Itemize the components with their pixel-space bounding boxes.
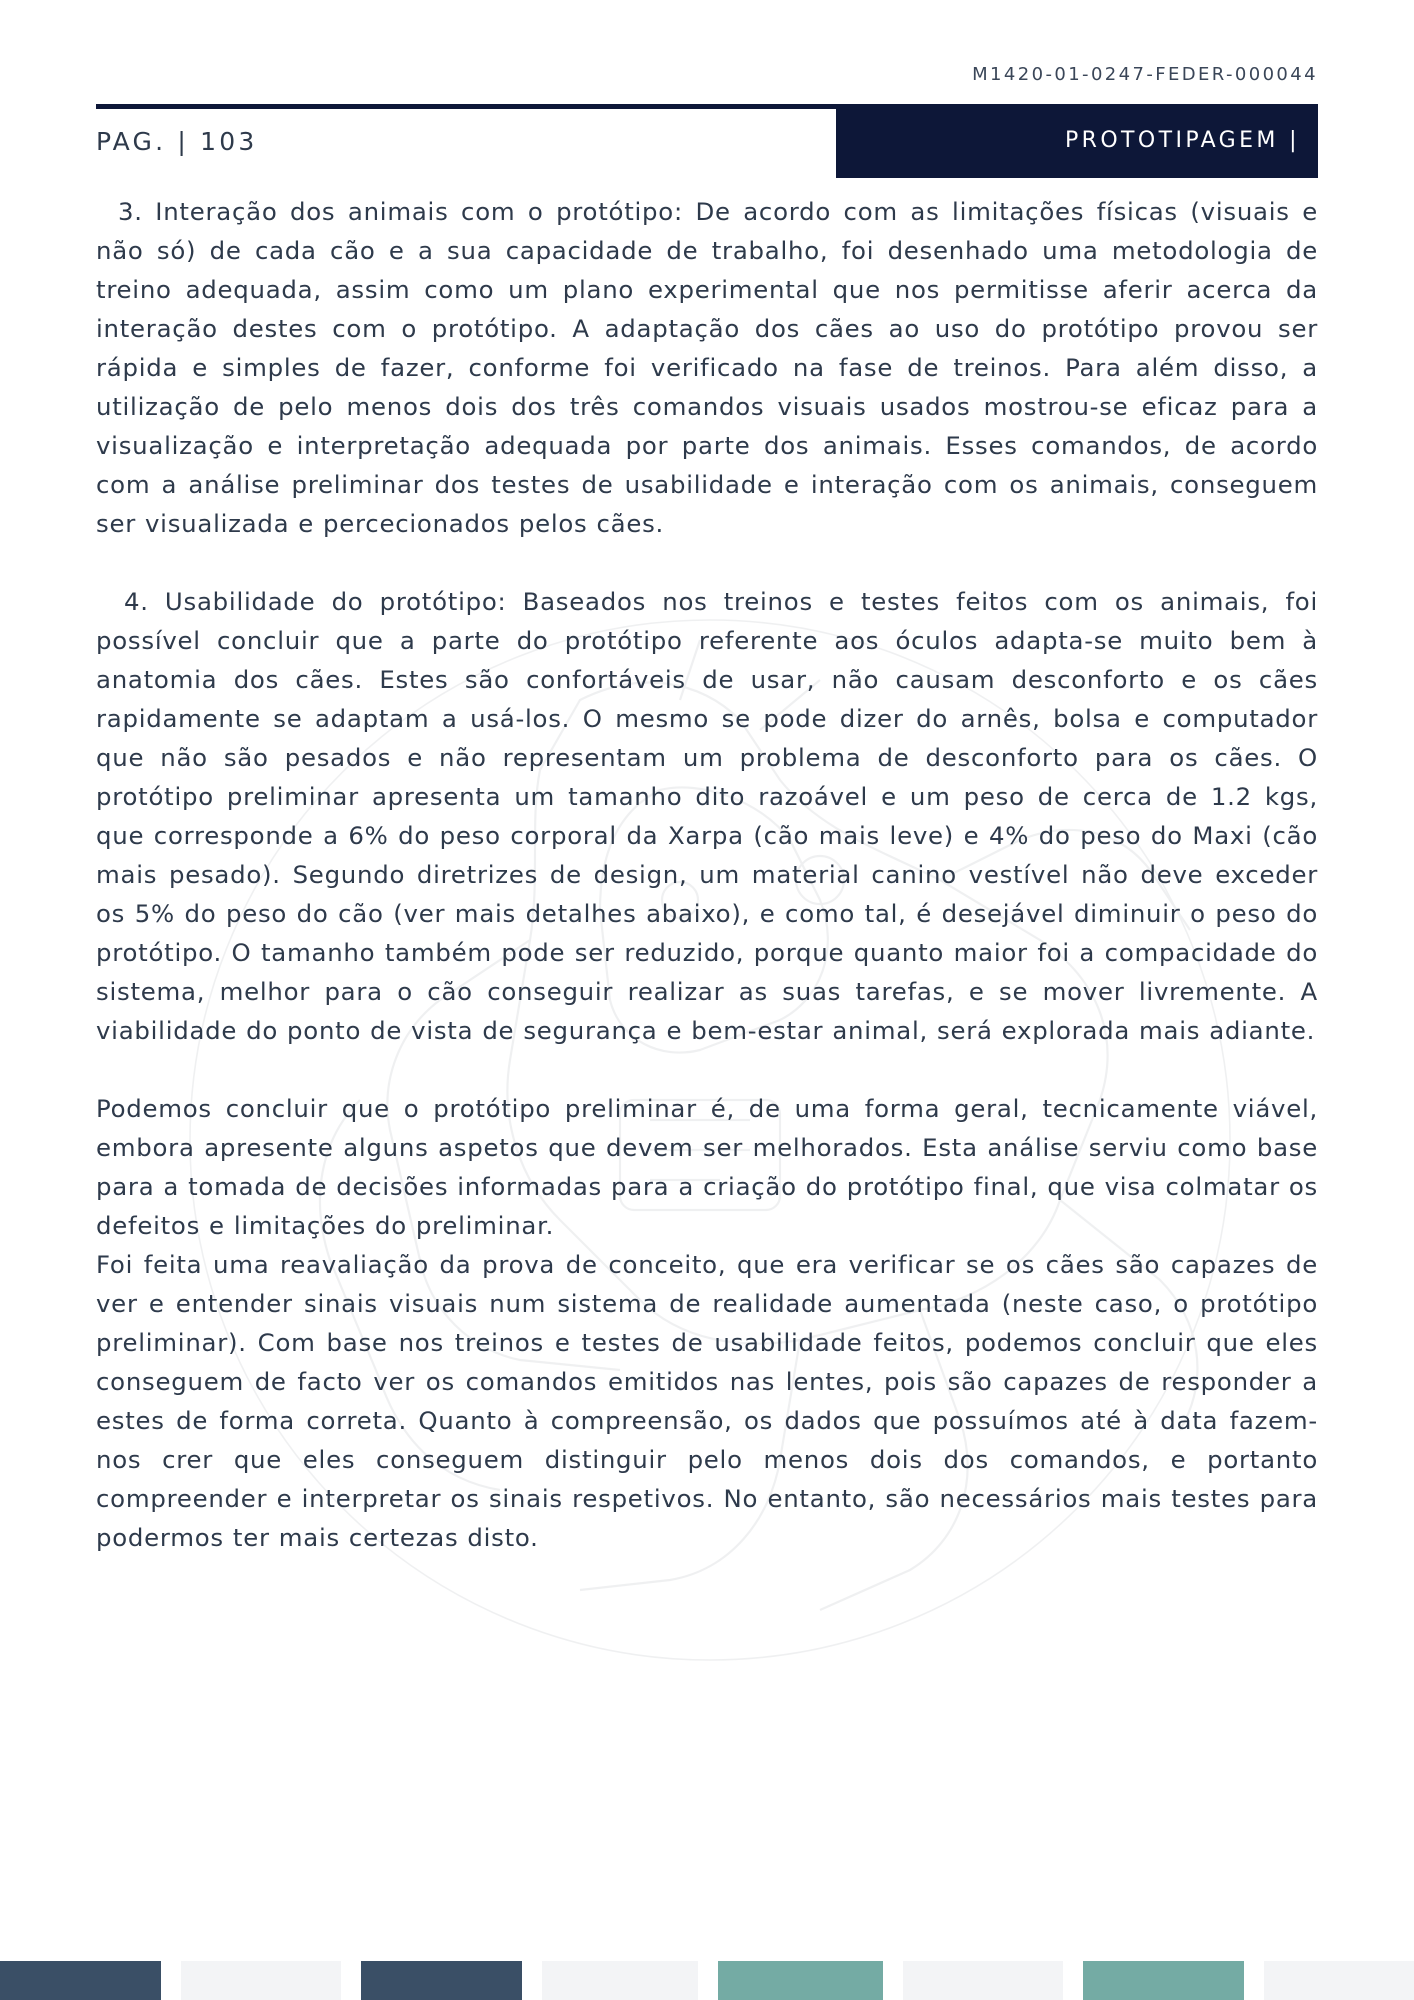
footer-bar [903,1961,1063,2000]
paragraph-animal-interaction: 3. Interação dos animais com o protótipo: De acordo com as limitações físicas (visuais e não só) de cada cão e a sua capacidade de trabalho, foi desenhado uma metodologia de treino adequada, assim como um plano experimental que nos permitisse aferir acerca da interação destes com o protótipo. A adaptação dos cães ao uso do protótipo provou ser rápida e simples de fazer, conforme foi verificado na fase de treinos. Para além disso, a utilização de pelo menos dois dos três comandos visuais usados mostrou-se eficaz para a visualização e interpretação adequada por parte dos animais. Esses comandos, de acordo com a análise preliminar dos testes de usabilidade e interação com os animais, conseguem ser visualizada e percecionados pelos cães. [96,197,1318,538]
footer-bar [181,1961,341,2000]
page-number: PAG. | 103 [96,127,258,156]
footer-bar [361,1961,522,2000]
paragraph-usability: 4. Usabilidade do protótipo: Baseados nos treinos e testes feitos com os animais, foi possível concluir que a parte do protótipo referente aos óculos adapta-se muito bem à anatomia dos cães. Estes são confortáveis de usar, não causam desconforto e os cães rapidamente se adaptam a usá-los. O mesmo se pode dizer do arnês, bolsa e computador que não são pesados e não representam um problema de desconforto para os cães. O protótipo preliminar apresenta um tamanho dito razoável e um peso de cerca de 1.2 kgs, que corresponde a 6% do peso corporal da Xarpa (cão mais leve) e 4% do peso do Maxi (cão mais pesado). Segundo diretrizes de design, um material canino vestível não deve exceder os 5% do peso do cão (ver mais detalhes abaixo), e como tal, é desejável diminuir o peso do protótipo. O tamanho também pode ser reduzido, porque quanto maior foi a compacidade do sistema, melhor para o cão conseguir realizar as suas tarefas, e se mover livremente. A viabilidade do ponto de vista de segurança e bem-estar animal, será explorada mais adiante. [96,587,1318,1045]
section-title: PROTOTIPAGEM | [836,106,1318,178]
document-body [96,192,1318,1557]
footer-bar [1083,1961,1244,2000]
paragraph-proof-of-concept: Foi feita uma reavaliação da prova de conceito, que era verificar se os cães são capazes de ver e entender sinais visuais num sistema de realidade aumentada (neste caso, o protótipo preliminar). Com base nos treinos e testes de usabilidade feitos, podemos concluir que eles conseguem de facto ver os comandos emitidos nas lentes, pois são capazes de responder a estes de forma correta. Quanto à compreensão, os dados que possuímos até à data fazem-nos crer que eles conseguem distinguir pelo menos dois dos comandos, e portanto compreender e interpretar os sinais respetivos. No entanto, são necessários mais testes para podermos ter mais certezas disto. [96,1250,1318,1552]
footer-bar [1264,1961,1414,2000]
footer-bar [718,1961,883,2000]
footer-bar [0,1961,161,2000]
paragraph-conclusion: Podemos concluir que o protótipo preliminar é, de uma forma geral, tecnicamente viável, embora apresente alguns aspetos que devem ser melhorados. Esta análise serviu como base para a tomada de decisões informadas para a criação do protótipo final, que visa colmatar os defeitos e limitações do preliminar. [96,1094,1318,1240]
footer-bar [542,1961,698,2000]
project-code: M1420-01-0247-FEDER-000044 [972,64,1318,85]
footer-color-bars [0,1961,1414,2000]
